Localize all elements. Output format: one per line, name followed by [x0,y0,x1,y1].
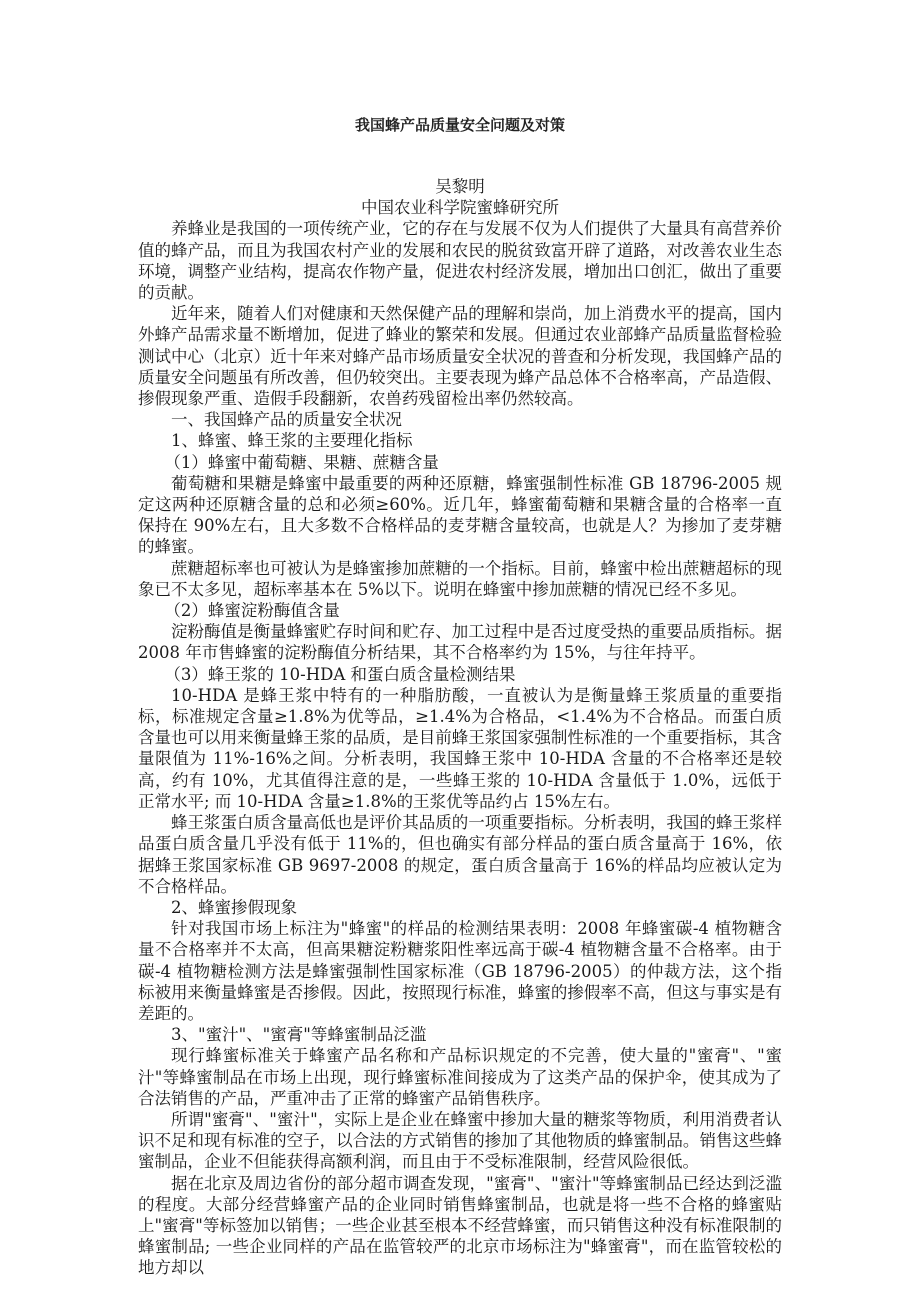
document-title: 我国蜂产品质量安全问题及对策 [354,116,565,134]
section-heading: 2、蜂蜜掺假现象 [171,897,297,917]
section-heading: 1、蜂蜜、蜂王浆的主要理化指标 [171,431,413,451]
paragraph: 针对我国市场上标注为"蜂蜜"的样品的检测结果表明：2008 年蜂蜜碳-4 植物糖含量不合格率并不太高，但高果糖淀粉糖浆阳性率远高于碳-4 植物糖含量不合格率。由于碳-4 植物糖检测方法是蜂蜜强制性国家标准（GB 18796-2005）的仲裁方法，这个指标被用来衡量蜂蜜是否掺假。因此，按照现行标准，蜂蜜的掺假率不高，但这与事实是有差距的。 [138,919,782,1023]
paragraph: 据在北京及周边省份的部分超市调查发现，"蜜膏"、"蜜汁"等蜂蜜制品已经达到泛滥的程度。大部分经营蜂蜜产品的企业同时销售蜂蜜制品，也就是将一些不合格的蜂蜜贴上"蜜膏"等标签加以销售；一些企业甚至根本不经营蜂蜜，而只销售这种没有标准限制的蜂蜜制品; 一些企业同样的产品在监管较严的北京市场标注为"蜂蜜膏"，而在监管较松的地方却以 [138,1173,782,1278]
paragraph: 养蜂业是我国的一项传统产业，它的存在与发展不仅为人们提供了大量具有高营养价值的蜂产品，而且为我国农村产业的发展和农民的脱贫致富开辟了道路，对改善农业生态环境，调整产业结构，提高农作物产量，促进农村经济发展，增加出口创汇，做出了重要的贡献。 [138,219,782,303]
subsection-heading: （3）蜂王浆的 10-HDA 和蛋白质含量检测结果 [164,664,516,684]
author-name: 吴黎明 [435,177,485,196]
paragraph: 蔗糖超标率也可被认为是蜂蜜掺加蔗糖的一个指标。目前，蜂蜜中检出蔗糖超标的现象已不太多见，超标率基本在 5%以下。说明在蜂蜜中掺加蔗糖的情况已经不多见。 [138,558,782,599]
paragraph: 现行蜂蜜标准关于蜂蜜产品名称和产品标识规定的不完善，使大量的"蜜膏"、"蜜汁"等蜂蜜制品在市场上出现，现行蜂蜜标准间接成为了这类产品的保护伞，使其成为了合法销售的产品，严重冲击了正常的蜂蜜产品销售秩序。 [138,1046,782,1108]
subsection-heading: （1）蜂蜜中葡萄糖、果糖、蔗糖含量 [164,452,439,472]
paragraph: 淀粉酶值是衡量蜂蜜贮存时间和贮存、加工过程中是否过度受热的重要品质指标。据 2008 年市售蜂蜜的淀粉酶值分析结果，其不合格率约为 15%，与往年持平。 [138,622,782,663]
section-heading: 3、"蜜汁"、"蜜膏"等蜂蜜制品泛滥 [171,1025,427,1045]
paragraph: 10-HDA 是蜂王浆中特有的一种脂肪酸，一直被认为是衡量蜂王浆质量的重要指标，标准规定含量≥1.8%为优等品，≥1.4%为合格品，<1.4%为不合格品。而蛋白质含量也可以用来衡量蜂王浆的品质，是目前蜂王浆国家强制性标准的一个重要指标，其含量限值为 11%-16%之间。分析表明，我国蜂王浆中 10-HDA 含量的不合格率还是较高，约有 10%，尤其值得注意的是，一些蜂王浆的 10-HDA 含量低于 1.0%，远低于正常水平; 而 10-HDA 含量≥1.8%的王浆优等品约占 15%左右。 [138,685,782,811]
paragraph: 蜂王浆蛋白质含量高低也是评价其品质的一项重要指标。分析表明，我国的蜂王浆样品蛋白质含量几乎没有低于 11%的，但也确实有部分样品的蛋白质含量高于 16%，依据蜂王浆国家标准 GB 9697-2008 的规定，蛋白质含量高于 16%的样品均应被认定为不合格样品。 [138,813,782,896]
author-affiliation: 中国农业科学院蜜蜂研究所 [361,198,559,218]
document-body [138,176,782,1279]
section-heading: 一、我国蜂产品的质量安全状况 [171,410,402,430]
subsection-heading: （2）蜂蜜淀粉酶值含量 [164,601,340,621]
paragraph: 葡萄糖和果糖是蜂蜜中最重要的两种还原糖，蜂蜜强制性标准 GB 18796-2005 规定这两种还原糖含量的总和必须≥60%。近几年，蜂蜜葡萄糖和果糖含量的合格率一直保持在 90%左右，且大多数不合格样品的麦芽糖含量较高，也就是人？为掺加了麦芽糖的蜂蜜。 [138,473,782,557]
paragraph: 所谓"蜜膏"、"蜜汁"，实际上是企业在蜂蜜中掺加大量的糖浆等物质，利用消费者认识不足和现有标准的空子，以合法的方式销售的掺加了其他物质的蜂蜜制品。销售这些蜂蜜制品，企业不但能获得高额利润，而且由于不受标准限制，经营风险很低。 [138,1109,782,1172]
paragraph: 近年来，随着人们对健康和天然保健产品的理解和崇尚，加上消费水平的提高，国内外蜂产品需求量不断增加，促进了蜂业的繁荣和发展。但通过农业部蜂产品质量监督检验测试中心（北京）近十年来对蜂产品市场质量安全状况的普查和分析发现，我国蜂产品的质量安全问题虽有所改善，但仍较突出。主要表现为蜂产品总体不合格率高，产品造假、掺假现象严重、造假手段翻新，农兽药残留检出率仍然较高。 [138,304,782,409]
